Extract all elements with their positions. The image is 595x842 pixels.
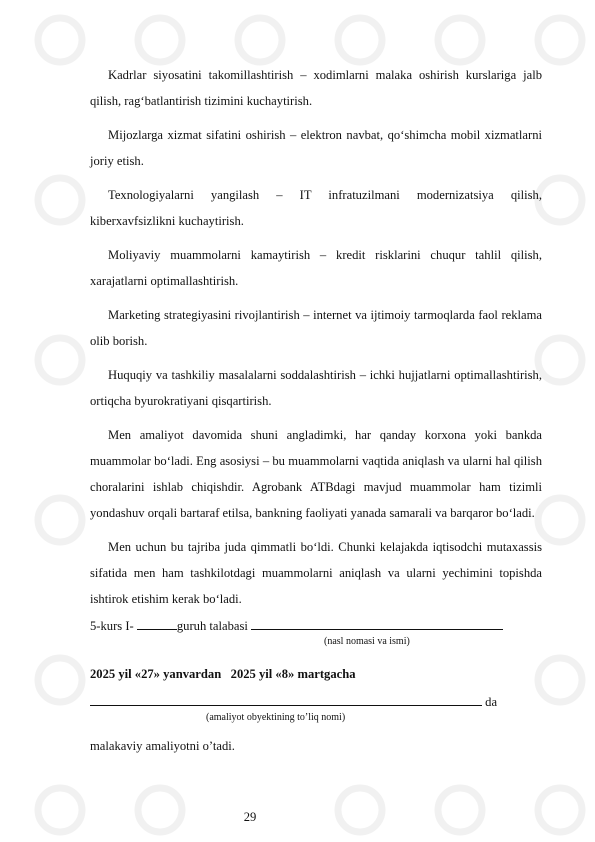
date-to: 2025 yil «8» martgacha: [230, 667, 356, 681]
paragraph-marketing: Marketing strategiyasini rivojlantirish – internet va ijtimoiy tarmoqlarda faol reklama olib borish.: [90, 308, 542, 348]
closing-line: malakaviy amaliyotni o’tadi.: [90, 739, 235, 753]
student-group-line: [90, 616, 542, 636]
course-prefix: 5-kurs I-: [90, 619, 137, 633]
date-line: [90, 664, 542, 684]
group-blank: [137, 617, 177, 630]
page-number: 29: [243, 810, 257, 824]
da-suffix: da: [482, 695, 498, 709]
paragraph-men-uchun: Men uchun bu tajriba juda qimmatli bo‘ldi. Chunki kelajakda iqtisodchi mutaxassis sifatida men ham tashkilotdagi muammolarni aniqlash va ularni yechimini topishda ishtirok etishim kerak bo‘ladi.: [90, 540, 542, 606]
group-label: guruh talabasi: [176, 619, 252, 633]
name-blank: [251, 617, 503, 630]
organization-line: [90, 692, 542, 712]
name-caption: (nasl nomasi va ismi): [324, 636, 410, 647]
document-body: [90, 62, 542, 756]
paragraph-men-amaliyot: Men amaliyot davomida shuni angladimki, har qanday korxona yoki bankda muammolar bo‘ladi. Eng asosiysi – bu muammolarni vaqtida aniqlash va ularni hal qilish choralarini ishlab chiqishdir. Agrobank ATBdagi mavjud muammolar ham tizimli yondashuv orqali bartaraf etilsa, bankning faoliyati yanada samarali va barqaror bo‘ladi.: [90, 428, 542, 520]
paragraph-mijozlarga: Mijozlarga xizmat sifatini oshirish – elektron navbat, qo‘shimcha mobil xizmatlarni joriy etish.: [90, 128, 542, 168]
organization-blank: [90, 693, 482, 706]
paragraph-kadrlar: Kadrlar siyosatini takomillashtirish – xodimlarni malaka oshirish kurslariga jalb qilish, rag‘batlantirish tizimini kuchaytirish.: [90, 68, 542, 108]
date-from: 2025 yil «27» yanvardan: [90, 667, 222, 681]
paragraph-huquqiy: Huquqiy va tashkiliy masalalarni soddalashtirish – ichki hujjatlarni optimallashtirish, ortiqcha byurokratiyani qisqartirish.: [90, 368, 542, 408]
paragraph-moliyaviy: Moliyaviy muammolarni kamaytirish – kredit risklarini chuqur tahlil qilish, xarajatlarni optimallashtirish.: [90, 248, 542, 288]
organization-caption: (amaliyot obyektining to’liq nomi): [206, 712, 346, 723]
paragraph-texnologiyalarni: Texnologiyalarni yangilash – IT infratuzilmani modernizatsiya qilish, kiberxavfsizlikni kuchaytirish.: [90, 188, 542, 228]
